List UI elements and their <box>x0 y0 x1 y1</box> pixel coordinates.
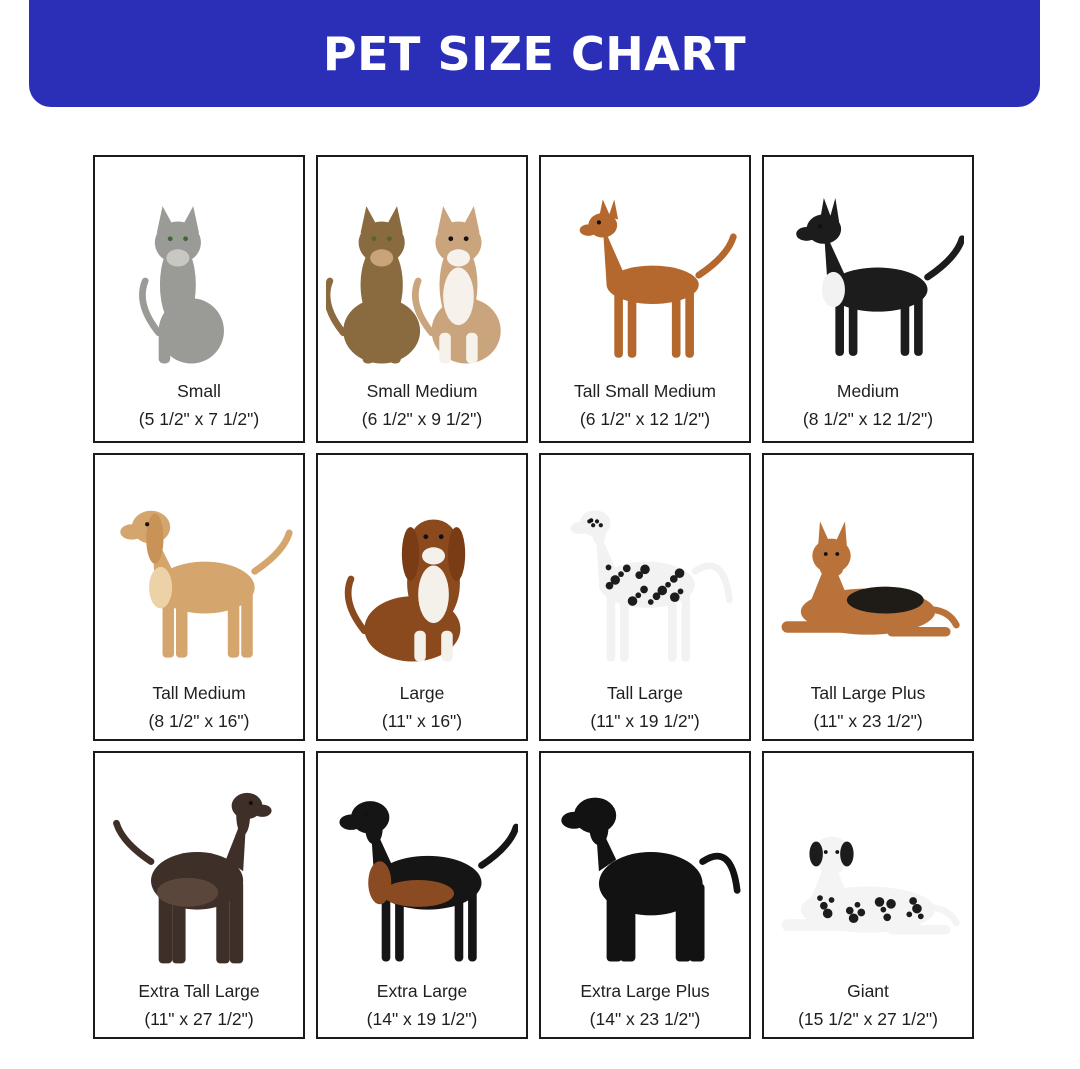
german-shepherd-icon <box>772 483 964 673</box>
cat-and-chihuahua-icon <box>326 185 518 375</box>
size-name: Extra Large Plus <box>580 981 710 1001</box>
size-card-large <box>316 453 528 741</box>
title-banner <box>29 0 1040 107</box>
size-card-small <box>93 155 305 443</box>
size-dimensions: (6 1/2" x 9 1/2") <box>361 409 483 429</box>
size-card-tall-medium <box>93 453 305 741</box>
size-card-extra-large-plus <box>539 751 751 1039</box>
size-dimensions: (6 1/2" x 12 1/2") <box>579 409 711 429</box>
size-dimensions: (11" x 27 1/2") <box>144 1009 254 1029</box>
size-card-extra-large <box>316 751 528 1039</box>
newfoundland-icon <box>549 781 741 971</box>
size-grid <box>93 155 974 1039</box>
size-card-medium <box>762 155 974 443</box>
size-dimensions: (15 1/2" x 27 1/2") <box>798 1009 938 1029</box>
cocker-spaniel-icon <box>103 483 295 673</box>
size-name: Giant <box>847 981 889 1001</box>
size-name: Medium <box>836 381 900 401</box>
size-dimensions: (5 1/2" x 7 1/2") <box>138 409 260 429</box>
basset-hound-icon <box>326 483 518 673</box>
miniature-pinscher-icon <box>549 185 741 375</box>
dalmatian-icon <box>549 483 741 673</box>
kitten-icon <box>103 185 295 375</box>
size-name: Tall Small Medium <box>574 381 716 401</box>
size-dimensions: (8 1/2" x 16") <box>148 711 250 731</box>
afghan-hound-icon <box>103 781 295 971</box>
great-dane-icon <box>772 781 964 971</box>
size-name: Tall Large <box>607 683 683 703</box>
size-name: Tall Large Plus <box>810 683 926 703</box>
size-dimensions: (11" x 16") <box>381 711 463 731</box>
size-name: Extra Large <box>376 981 468 1001</box>
size-dimensions: (14" x 19 1/2") <box>366 1009 478 1029</box>
size-dimensions: (8 1/2" x 12 1/2") <box>802 409 934 429</box>
size-name: Small <box>177 381 221 401</box>
size-card-giant <box>762 751 974 1039</box>
size-dimensions: (14" x 23 1/2") <box>589 1009 701 1029</box>
boston-terrier-icon <box>772 185 964 375</box>
page-title: PET SIZE CHART <box>322 26 747 81</box>
size-card-tall-large <box>539 453 751 741</box>
size-card-tall-small-medium <box>539 155 751 443</box>
size-name: Extra Tall Large <box>138 981 260 1001</box>
size-dimensions: (11" x 23 1/2") <box>813 711 923 731</box>
rottweiler-icon <box>326 781 518 971</box>
size-name: Large <box>399 683 445 703</box>
size-name: Small Medium <box>366 381 478 401</box>
size-dimensions: (11" x 19 1/2") <box>590 711 700 731</box>
size-card-extra-tall-large <box>93 751 305 1039</box>
size-name: Tall Medium <box>152 683 246 703</box>
size-card-tall-large-plus <box>762 453 974 741</box>
size-card-small-medium <box>316 155 528 443</box>
